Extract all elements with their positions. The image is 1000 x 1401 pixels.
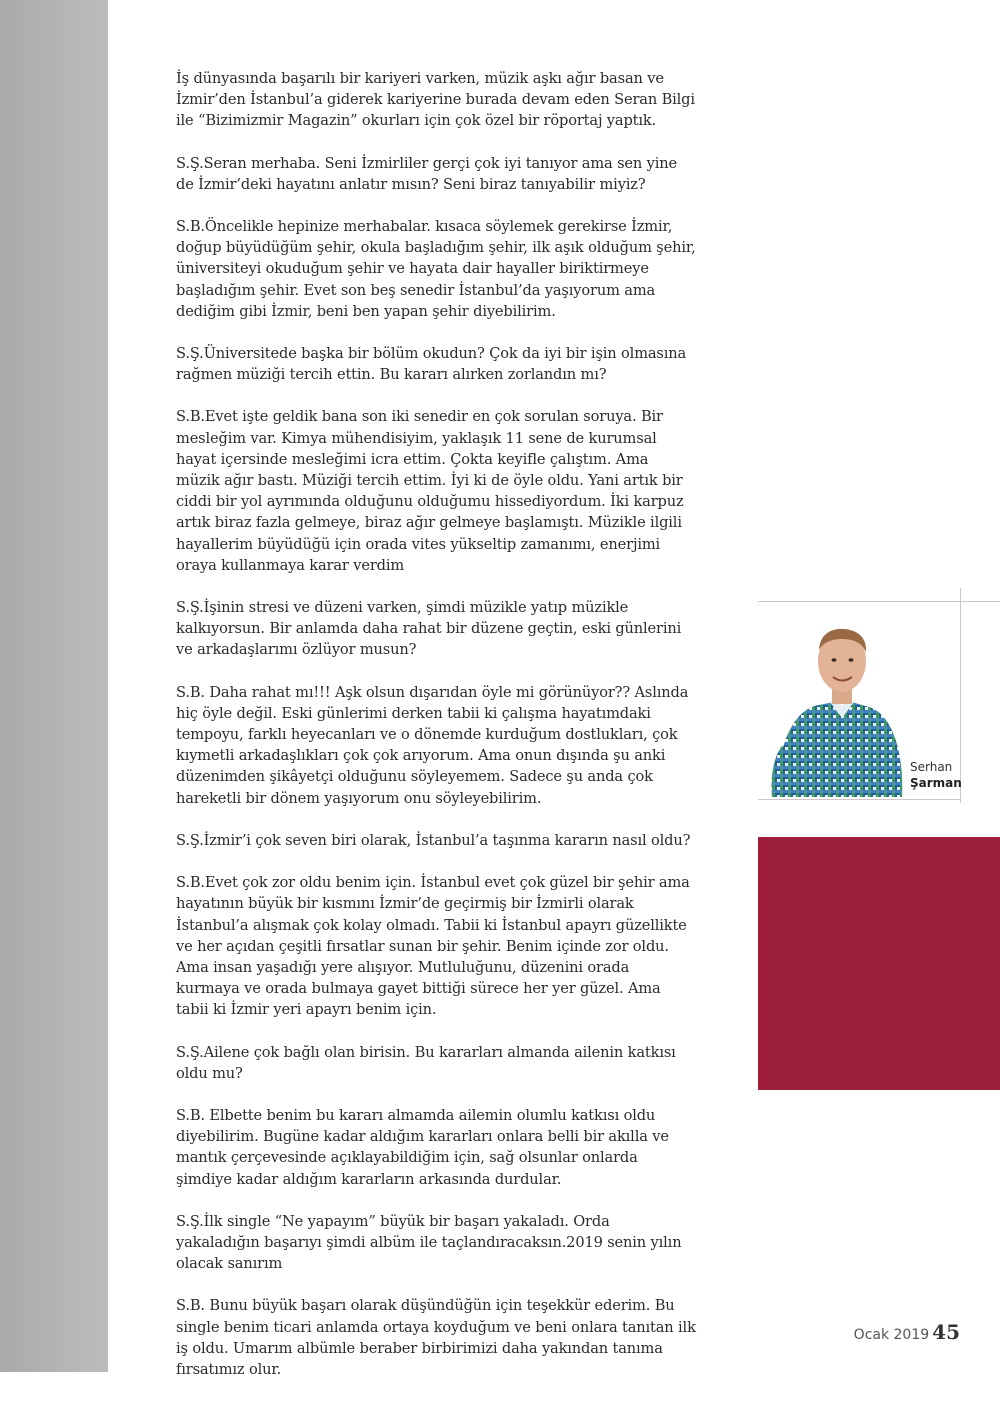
question-4: S.Ş.İzmir’i çok seven biri olarak, İstanbul’a taşınma kararın nasıl oldu? (176, 831, 691, 849)
footer-issue-date: Ocak 2019 (853, 1327, 930, 1343)
answer-3: S.B. Daha rahat mı!!! Aşk olsun dışarıdan öyle mi görünüyor?? Aslında hiç öyle değil. Eski günlerimi derken tabii ki çalışma hayatımdaki tempoyu, farklı heyecanları ve o dönemde kurduğum dostlukları, çok kıymetli arkadaşlıkları çok çok arıyorum. Ama onun dışında şu anki düzenimden şikâyetçi olduğunu söyleyemem. Sadece şu anda çok hareketli bir dönem yaşıyorum onu söyleyebilirim. (176, 683, 689, 807)
page-number: 45 (932, 1320, 960, 1344)
answer-2: S.B.Evet işte geldik bana son iki senedir en çok sorulan soruya. Bir mesleğim var. Kimya mühendisiyim, yaklaşık 11 sene de kurumsal hayat içersinde mesleğimi icra ettim. Çokta keyifle çalıştım. Ama müzik ağır bastı. Müziği tercih ettim. İyi ki de öyle oldu. Yani artık bir ciddi bir yol ayrımında olduğunu olduğumu hissediyordum. İki karpuz artık biraz fazla gelmeye, biraz ağır gelmeye başlamıştı. Müzikle ilgili hayallerim büyüdüğü için orada vites yükseltip zamanımı, enerjimi oraya kullanmaya karar verdim (176, 408, 684, 574)
answer-1: S.B.Öncelikle hepinize merhabalar. kısaca söylemek gerekirse İzmir, doğup büyüdüğüm şehir, okula başladığım şehir, ilk aşık olduğum şehir, üniversiteyi okuduğum şehir ve hayata dair hayaller biriktirmeye başladığım şehir. Evet son beş senedir İstanbul’da yaşıyorum ama dediğim gibi İzmir, beni ben yapan şehir diyebilirim. (176, 218, 696, 320)
answer-6: S.B. Bunu büyük başarı olarak düşündüğün için teşekkür ederim. Bu single benim ticari anlamda ortaya koyduğum ve beni onlara tanıtan ilk iş oldu. Umarım albümle beraber birbirimizi daha yakından tanıma fırsatımız olur. (176, 1297, 696, 1378)
author-box-top-rule (758, 601, 1000, 602)
left-margin-band (0, 0, 108, 1372)
answer-4: S.B.Evet çok zor oldu benim için. İstanbul evet çok güzel bir şehir ama hayatının büyük bir kısmını İzmir’de geçirmiş bir İzmirli olarak İstanbul’a alışmak çok kolay olmadı. Tabii ki İstanbul apayrı güzellikte ve her açıdan çeşitli fırsatlar sunan bir şehir. Benim içinde zor oldu. Ama insan yaşadığı yere alışıyor. Mutluluğunu, düzenini orada kurmaya ve orada bulmaya gayet bittiği sürece her yer güzel. Ama tabii ki İzmir yeri apayrı benim için. (176, 874, 690, 1019)
author-box (758, 588, 1000, 803)
question-5: S.Ş.Ailene çok bağlı olan birisin. Bu kararları almanda ailenin katkısı oldu mu? (176, 1043, 676, 1082)
author-last-name: Şarman (910, 776, 962, 790)
question-3: S.Ş.İşinin stresi ve düzeni varken, şimdi müzikle yatıp müzikle kalkıyorsun. Bir anlamda daha rahat bir düzene geçtin, eski günlerini ve arkadaşlarımı özlüyor musun? (176, 599, 682, 659)
article-intro: İş dünyasında başarılı bir kariyeri varken, müzik aşkı ağır basan ve İzmir’den İstanbul’a giderek kariyerine burada devam eden Seran Bilgi ile “Bizimizmir Magazin” okurları için çok özel bir röportaj yaptık. (176, 70, 695, 130)
page-footer (820, 1320, 960, 1344)
question-1: S.Ş.Seran merhaba. Seni İzmirliler gerçi çok iyi tanıyor ama sen yine de İzmir’deki hayatını anlatır mısın? Seni biraz tanıyabilir miyiz? (176, 154, 677, 193)
red-accent-block (758, 837, 1000, 1090)
author-first-name: Serhan (910, 760, 953, 774)
article-body (176, 68, 696, 1401)
answer-5: S.B. Elbette benim bu kararı almamda ailemin olumlu katkısı oldu diyebilirim. Bugüne kadar aldığım kararları onlara belli bir akılla ve mantık çerçevesinde açıklayabildiğim için, sağ olsunlar onlarda şimdiye kadar aldığım kararların arkasında durdular. (176, 1106, 669, 1188)
author-portrait (764, 606, 914, 797)
author-box-vertical-rule (960, 588, 961, 803)
question-6: S.Ş.İlk single “Ne yapayım” büyük bir başarı yakaladı. Orda yakaladığın başarıyı şimdi albüm ile taçlandıracaksın.2019 senin yılın olacak sanırım (176, 1212, 682, 1273)
question-2: S.Ş.Üniversitede başka bir bölüm okudun? Çok da iyi bir işin olmasına rağmen müziği tercih ettin. Bu kararı alırken zorlandın mı? (176, 345, 687, 384)
author-box-bottom-rule (758, 799, 960, 800)
